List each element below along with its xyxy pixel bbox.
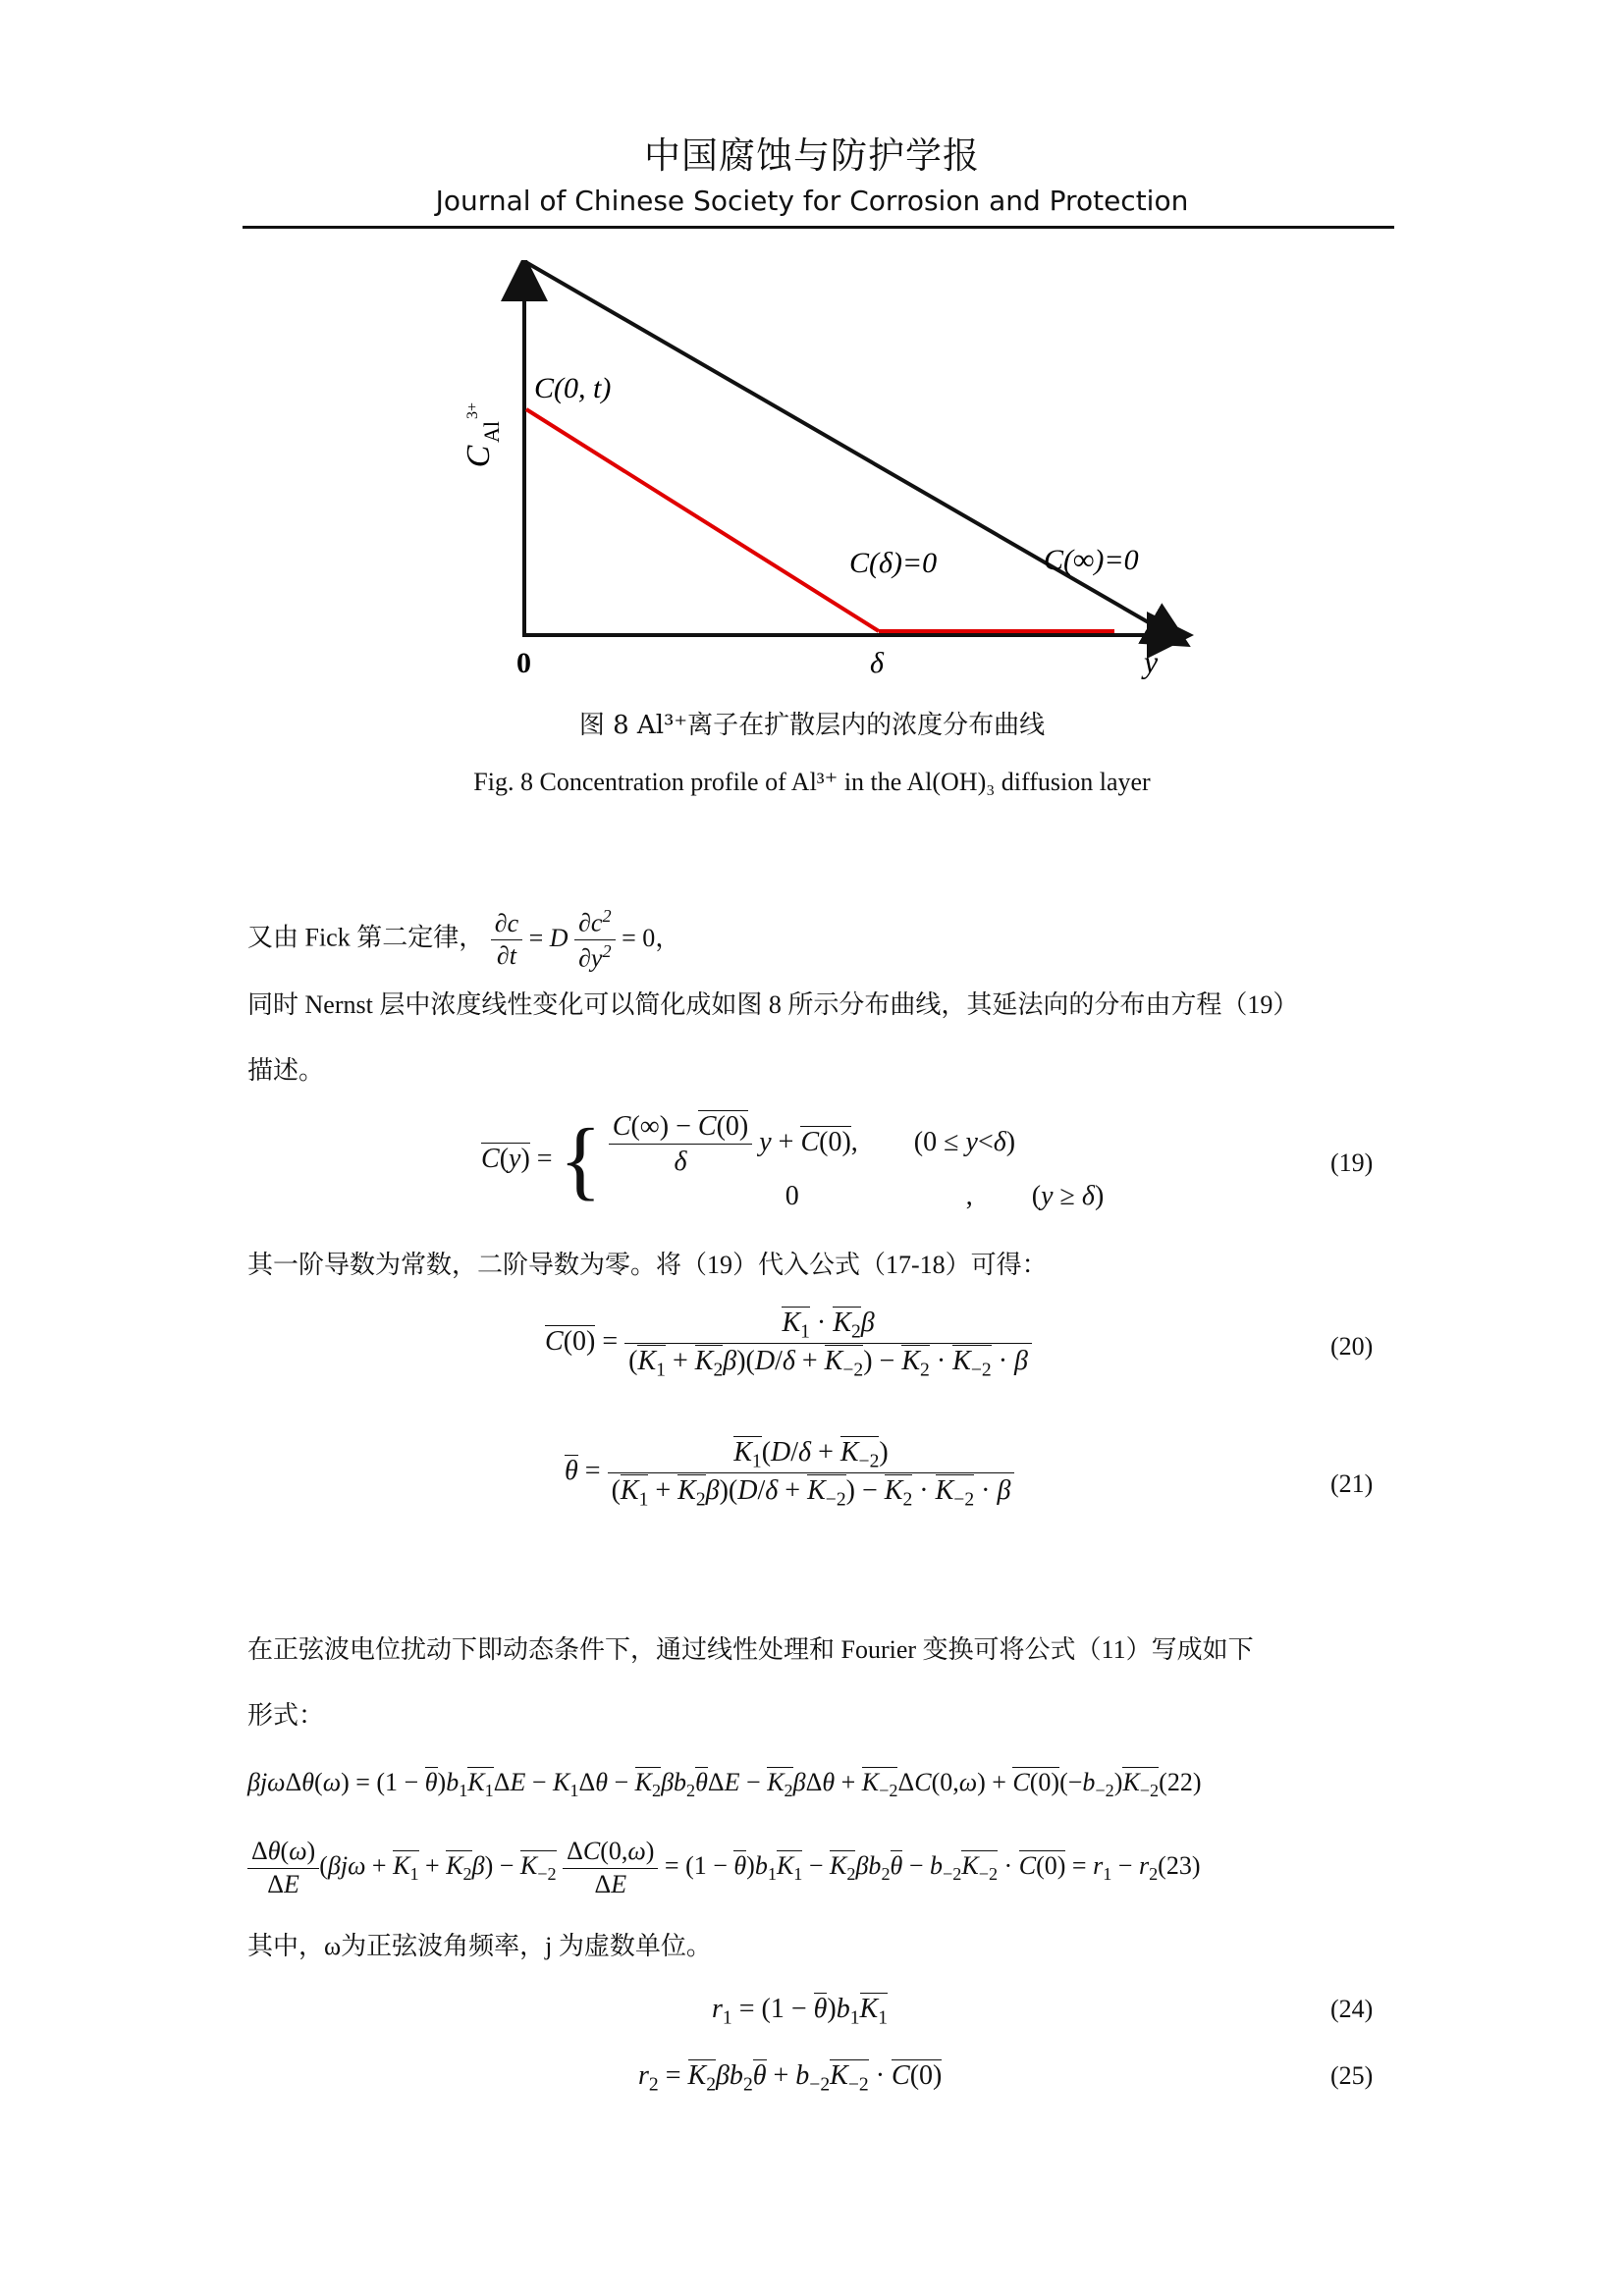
fick-law-line: 又由 Fick 第二定律， $\frac{\partial c}{\partial t}$ = D $\frac{\partial c^2}{\partial y^2}$ = 0， [247, 906, 681, 973]
omega-definition-line: 其中，ω为正弦波角频率，j 为虚数单位。 [247, 1932, 712, 1960]
eq25-number: (25) [1330, 2061, 1374, 2090]
equation-23: $\frac{\Delta\theta(\omega)}{\Delta E}$ $(\beta j\omega + K_1 + K_2\beta) - K_{-2}$ $\frac{\Delta C(0,\omega)}{\Delta E}$ = $(1 - \theta)b_1K_1 - K_2\beta b_2\theta - b_{-2}K_{-2} \cdot C(0) = r_1 - r_2(23)$ [247, 1836, 1201, 1900]
x-axis-label: y [1144, 644, 1159, 679]
eq24-number: (24) [1330, 1995, 1374, 2023]
figure-caption-en: Fig. 8 Concentration profile of Al³⁺ in the Al(OH)₃ diffusion layer [473, 768, 1151, 796]
x-axis [522, 260, 1170, 635]
equation-25: $r_2 = K_2\beta b_2\theta + b_{-2}K_{-2} \cdot C(0)$ [638, 2060, 943, 2096]
y-axis-label [460, 402, 504, 467]
label-cdelta: C(δ)=0 [849, 547, 938, 579]
form-line: 形式： [247, 1701, 325, 1730]
journal-title-en: Journal of Chinese Society for Corrosion and Protection [435, 185, 1189, 217]
derivative-line: 其一阶导数为常数，二阶导数为零。将（19）代入公式（17-18）可得： [247, 1251, 1048, 1279]
figure-caption-cn: 图 8 Al³⁺离子在扩散层内的浓度分布曲线 [578, 711, 1046, 740]
svg-text:Al: Al [479, 421, 504, 443]
tick-delta: δ [870, 647, 884, 679]
equation-24: $r_1 = (1 - \theta)b_1K_1$ [712, 1994, 888, 2029]
eq20-number: (20) [1330, 1332, 1374, 1361]
eq21-number: (21) [1330, 1469, 1374, 1498]
equation-20: C(0) = $\frac{K_1 \cdot K_2\beta}{(K_1 + K_2\beta)(D/\delta + K_{-2}) - K_2 \cdot K_{-2} \cdot \beta}$ [545, 1306, 1032, 1381]
tick-zero: 0 [516, 647, 531, 679]
describe-line: 描述。 [247, 1056, 325, 1085]
svg-text:C: C [460, 445, 497, 468]
sine-wave-paragraph-line: 在正弦波电位扰动下即动态条件下，通过线性处理和 Fourier 变换可将公式（11）写成如下 [247, 1635, 1254, 1664]
eq19-number: (19) [1330, 1148, 1374, 1177]
svg-text:3+: 3+ [464, 401, 481, 419]
label-cinf: C(∞)=0 [1044, 544, 1139, 576]
profile-sloped-line [526, 409, 879, 631]
equation-21: θ = $\frac{K_1(D/\delta + K_{-2})}{(K_1 + K_2\beta)(D/\delta + K_{-2}) - K_2 \cdot K_{-2} \cdot \beta}$ [565, 1435, 1014, 1511]
equation-19: C(y) = { $\frac{C(\infty) - C(0)}{\delta}$ y + C(0), (0 ≤ y<δ) 0 , (y ≥ δ) [481, 1111, 1105, 1211]
equation-22: $\beta j\omega\Delta\theta(\omega) = (1 - \theta)b_1K_1\Delta E - K_1\Delta\theta - K_2\beta b_2\theta\Delta E - K_2\beta\Delta\theta + K_{-2}\Delta C(0,\omega) + C(0)(-b_{-2})K_{-2}(22)$ [247, 1768, 1202, 1801]
label-c0: C(0, t) [534, 372, 612, 404]
header-rule [243, 226, 1394, 229]
concentration-profile-figure [432, 260, 1198, 692]
nernst-paragraph-line: 同时 Nernst 层中浓度线性变化可以简化成如图 8 所示分布曲线，其延法向的分布由方程（19） [247, 990, 1299, 1019]
journal-title-cn: 中国腐蚀与防护学报 [644, 134, 980, 177]
